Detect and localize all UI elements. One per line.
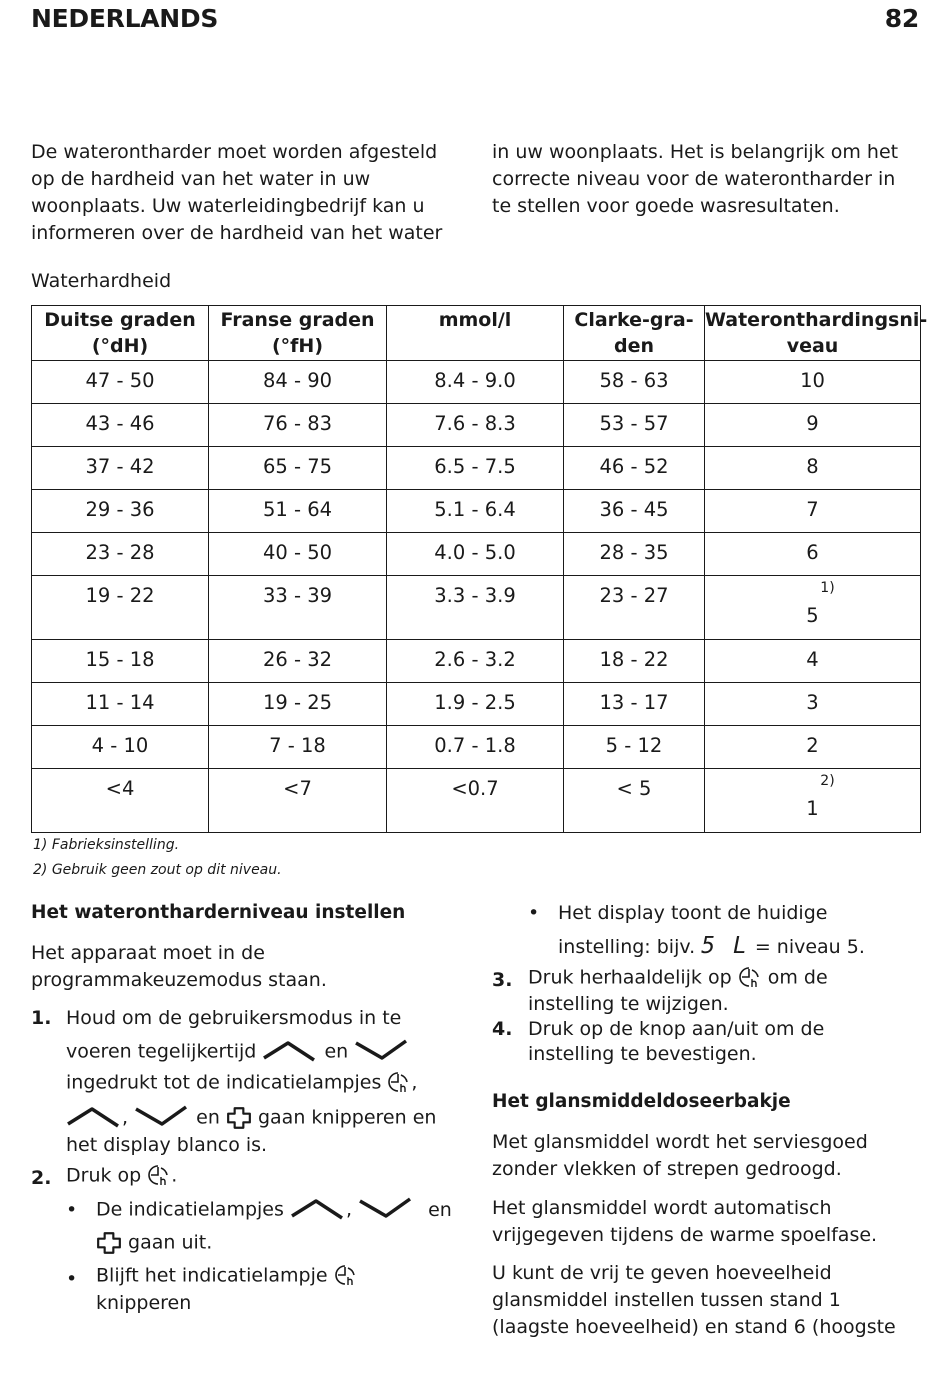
clock-h-icon <box>147 1164 171 1188</box>
rinse-para-line: vrijgegeven tijdens de warme spoelfase. <box>492 1224 878 1246</box>
bullet-text: en <box>428 1198 452 1221</box>
cell: 26 - 32 <box>209 640 387 683</box>
cell: 23 - 28 <box>32 533 209 576</box>
bullet-marker: • <box>528 902 540 924</box>
bullet-marker: • <box>66 1199 78 1221</box>
step1-line: het display blanco is. <box>66 1134 268 1156</box>
rinse-para-line: U kunt de vrij te geven hoeveelheid <box>492 1262 832 1284</box>
step3-line: instelling te wijzigen. <box>528 993 729 1015</box>
cell: 46 - 52 <box>564 447 705 490</box>
step1-text: en <box>196 1106 220 1129</box>
cell: 76 - 83 <box>209 404 387 447</box>
table-row <box>32 533 921 576</box>
chevron-down-icon <box>134 1106 190 1130</box>
table-row <box>32 640 921 683</box>
table-row <box>32 490 921 533</box>
table-footnotes <box>33 833 282 883</box>
table-row <box>32 361 921 404</box>
salt-cross-icon <box>96 1231 122 1255</box>
footnote: 1) Fabrieksinstelling. <box>33 837 180 853</box>
bullet-text: gaan uit. <box>128 1231 213 1254</box>
bullet-text: instelling: bijv. <box>558 936 696 958</box>
cell: 10 <box>705 361 921 404</box>
cell: < 5 <box>564 769 705 833</box>
cell: 8 <box>705 447 921 490</box>
cell: 84 - 90 <box>209 361 387 404</box>
display-code: 5 L <box>701 933 749 959</box>
chevron-up-icon <box>262 1040 318 1064</box>
step2-line <box>66 1164 177 1188</box>
chevron-up-icon <box>66 1106 122 1130</box>
step1-text: ingedrukt tot de indicatielampjes <box>66 1071 382 1094</box>
header-mmol: mmol/l <box>387 306 564 361</box>
intro-line: te stellen voor goede wasresultaten. <box>492 195 840 217</box>
step2-bullet-line <box>96 1198 452 1222</box>
cell-with-footnote: 1 2) <box>705 769 921 833</box>
cell: <7 <box>209 769 387 833</box>
comma: , <box>345 1198 352 1221</box>
cell: <0.7 <box>387 769 564 833</box>
intro-right <box>492 139 898 220</box>
step1-line: Houd om de gebruikersmodus in te <box>66 1007 402 1029</box>
bullet-marker: • <box>66 1268 78 1290</box>
rinse-para-line: glansmiddel instellen tussen stand 1 <box>492 1289 841 1311</box>
cell: 43 - 46 <box>32 404 209 447</box>
cell: 7.6 - 8.3 <box>387 404 564 447</box>
cell: 3 <box>705 683 921 726</box>
footnote: 2) Gebruik geen zout op dit niveau. <box>33 862 282 878</box>
table-row <box>32 576 921 640</box>
cell: <4 <box>32 769 209 833</box>
cell: 9 <box>705 404 921 447</box>
page-header-title: NEDERLANDS <box>31 4 219 33</box>
table-row <box>32 404 921 447</box>
cell: 40 - 50 <box>209 533 387 576</box>
rinse-para-line: (laagste hoeveelheid) en stand 6 (hoogste <box>492 1316 896 1338</box>
table-row <box>32 726 921 769</box>
intro-line: op de hardheid van het water in uw <box>31 168 371 190</box>
bullet-text: Blijft het indicatielampje <box>96 1264 328 1287</box>
cell: 15 - 18 <box>32 640 209 683</box>
salt-cross-icon <box>226 1106 252 1130</box>
cell: 28 - 35 <box>564 533 705 576</box>
cell: 2.6 - 3.2 <box>387 640 564 683</box>
cell: 13 - 17 <box>564 683 705 726</box>
table-title: Waterhardheid <box>31 270 172 292</box>
rinse-para-line: Het glansmiddel wordt automatisch <box>492 1197 832 1219</box>
cell: 4 <box>705 640 921 683</box>
cell: 36 - 45 <box>564 490 705 533</box>
page-number: 82 <box>884 4 919 33</box>
cell: 7 <box>705 490 921 533</box>
cell: 18 - 22 <box>564 640 705 683</box>
step4-line: Druk op de knop aan/uit om de <box>528 1018 825 1040</box>
cell: 65 - 75 <box>209 447 387 490</box>
clock-h-icon <box>334 1264 358 1288</box>
table-row <box>32 683 921 726</box>
cell: 51 - 64 <box>209 490 387 533</box>
cell: 7 - 18 <box>209 726 387 769</box>
water-hardness-table <box>31 305 928 833</box>
chevron-down-icon <box>358 1198 414 1222</box>
softener-intro-line: Het apparaat moet in de <box>31 942 265 964</box>
cell: 1.9 - 2.5 <box>387 683 564 726</box>
step-number: 3. <box>492 969 513 991</box>
chevron-up-icon <box>290 1198 346 1222</box>
cell: 47 - 50 <box>32 361 209 404</box>
step-number: 4. <box>492 1018 513 1040</box>
cell: 11 - 14 <box>32 683 209 726</box>
display-bullet-line: Het display toont de huidige <box>558 902 828 924</box>
cell: 37 - 42 <box>32 447 209 490</box>
cell: 19 - 22 <box>32 576 209 640</box>
cell: 4 - 10 <box>32 726 209 769</box>
footnote-mark: 1) <box>820 580 835 596</box>
cell: 58 - 63 <box>564 361 705 404</box>
cell: 5 - 12 <box>564 726 705 769</box>
table-header-row <box>32 306 921 361</box>
footnote-mark: 2) <box>820 773 835 789</box>
display-bullet-line <box>558 933 865 959</box>
section-title-softener: Het waterontharderniveau instellen <box>31 902 406 923</box>
bullet-text: De indicatielampjes <box>96 1198 284 1221</box>
step2-bullet-line <box>96 1231 212 1255</box>
cell: 3.3 - 3.9 <box>387 576 564 640</box>
step1-text: gaan knipperen en <box>257 1106 437 1129</box>
step2-bullet-line <box>96 1264 358 1288</box>
header-fh: Franse graden (°fH) <box>209 306 387 361</box>
step1-line <box>66 1106 436 1130</box>
cell-with-footnote: 5 1) <box>705 576 921 640</box>
step1-text: en <box>324 1040 349 1063</box>
step2-bullet-line: knipperen <box>96 1292 192 1314</box>
cell: 4.0 - 5.0 <box>387 533 564 576</box>
cell: 29 - 36 <box>32 490 209 533</box>
table-row <box>32 447 921 490</box>
bullet-text: = niveau 5. <box>754 936 865 958</box>
cell: 19 - 25 <box>209 683 387 726</box>
intro-line: De waterontharder moet worden afgesteld <box>31 141 438 163</box>
comma: , <box>411 1071 418 1094</box>
step1-line <box>66 1071 417 1095</box>
cell: 5.1 - 6.4 <box>387 490 564 533</box>
rinse-para-line: zonder vlekken of strepen gedroogd. <box>492 1158 842 1180</box>
header-level: Wateronthardingsni- veau <box>705 306 921 361</box>
cell: 8.4 - 9.0 <box>387 361 564 404</box>
section-title-rinse-aid: Het glansmiddeldoseerbakje <box>492 1091 791 1112</box>
clock-h-icon <box>738 966 762 990</box>
step4-line: instelling te bevestigen. <box>528 1043 757 1065</box>
cell: 53 - 57 <box>564 404 705 447</box>
step-number: 2. <box>31 1167 52 1189</box>
cell: 23 - 27 <box>564 576 705 640</box>
cell: 6 <box>705 533 921 576</box>
intro-left <box>31 139 442 247</box>
cell: 6.5 - 7.5 <box>387 447 564 490</box>
step3-text: Druk herhaaldelijk op <box>528 966 732 989</box>
intro-line: in uw woonplaats. Het is belangrijk om het <box>492 141 899 163</box>
step1-line <box>66 1040 410 1064</box>
table-row <box>32 769 921 833</box>
step3-text: om de <box>767 966 828 989</box>
comma: , <box>122 1106 129 1129</box>
cell: 0.7 - 1.8 <box>387 726 564 769</box>
cell: 33 - 39 <box>209 576 387 640</box>
clock-h-icon <box>387 1071 411 1095</box>
header-dh: Duitse graden (°dH) <box>32 306 209 361</box>
step3-line <box>528 966 828 990</box>
cell: 2 <box>705 726 921 769</box>
intro-line: correcte niveau voor de waterontharder in <box>492 168 896 190</box>
softener-intro-line: programmakeuzemodus staan. <box>31 969 327 991</box>
step1-text: voeren tegelijkertijd <box>66 1040 257 1063</box>
intro-line: informeren over de hardheid van het water <box>31 222 443 244</box>
rinse-para-line: Met glansmiddel wordt het serviesgoed <box>492 1131 868 1153</box>
header-clarke: Clarke-gra- den <box>564 306 705 361</box>
intro-line: woonplaats. Uw waterleidingbedrijf kan u <box>31 195 425 217</box>
chevron-down-icon <box>354 1040 410 1064</box>
step-number: 1. <box>31 1007 52 1029</box>
step2-text: Druk op <box>66 1164 142 1187</box>
period: . <box>171 1164 178 1187</box>
